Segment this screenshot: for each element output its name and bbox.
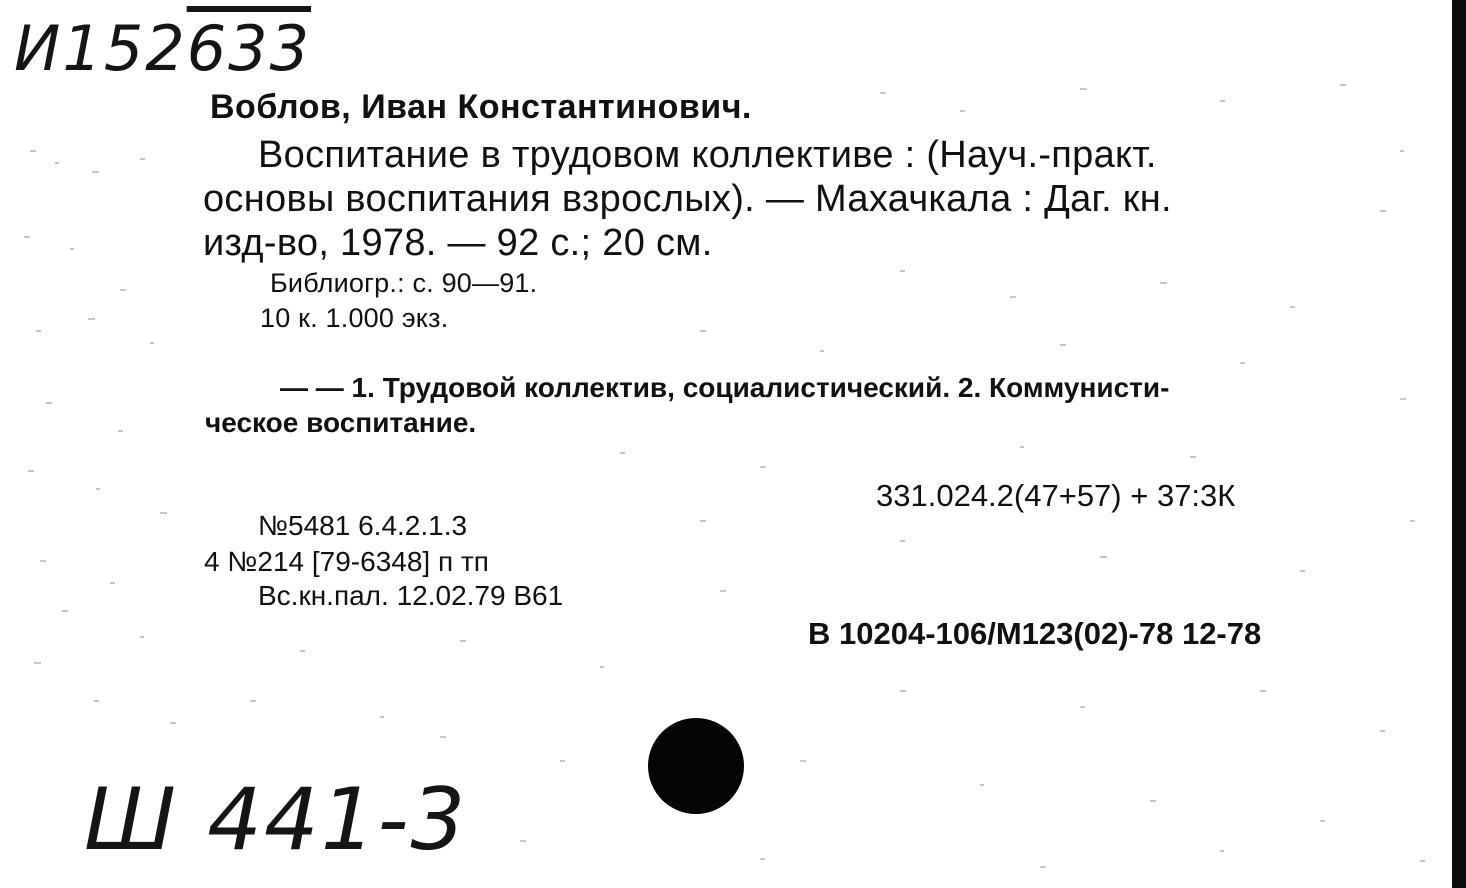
subject-headings-line-2: ческое воспитание. bbox=[205, 407, 477, 438]
handwritten-shelf-mark: Ш 441-3 bbox=[84, 770, 468, 870]
registry-line-1: №5481 6.4.2.1.3 bbox=[258, 510, 468, 541]
price-print-run: 10 к. 1.000 экз. bbox=[260, 303, 449, 333]
description-line-1: Воспитание в трудовом коллективе : (Науч.-практ. bbox=[258, 134, 1157, 176]
card-edge bbox=[1452, 0, 1466, 888]
registry-line-2: 4 №214 [79-6348] п тп bbox=[204, 546, 489, 577]
bibliography-note: Библиогр.: с. 90—91. bbox=[270, 268, 538, 298]
description-line-3: изд-во, 1978. — 92 с.; 20 см. bbox=[203, 222, 713, 264]
classification-index: 331.024.2(47+57) + 37:3К bbox=[876, 478, 1236, 513]
handwritten-prefix: И152 bbox=[14, 12, 187, 85]
registry-line-3: Вс.кн.пал. 12.02.79 В61 bbox=[258, 580, 564, 611]
publisher-code: В 10204-106/М123(02)-78 12-78 bbox=[808, 616, 1262, 651]
punch-hole bbox=[648, 718, 744, 814]
author-heading: Воблов, Иван Константинович. bbox=[210, 88, 752, 126]
subject-headings-line-1: — — 1. Трудовой коллектив, социалистический. 2. Коммунисти- bbox=[280, 372, 1170, 403]
handwritten-number: 633 bbox=[186, 12, 312, 85]
handwritten-call-number bbox=[14, 12, 311, 85]
description-line-2: основы воспитания взрослых). — Махачкала : Даг. кн. bbox=[203, 178, 1172, 220]
